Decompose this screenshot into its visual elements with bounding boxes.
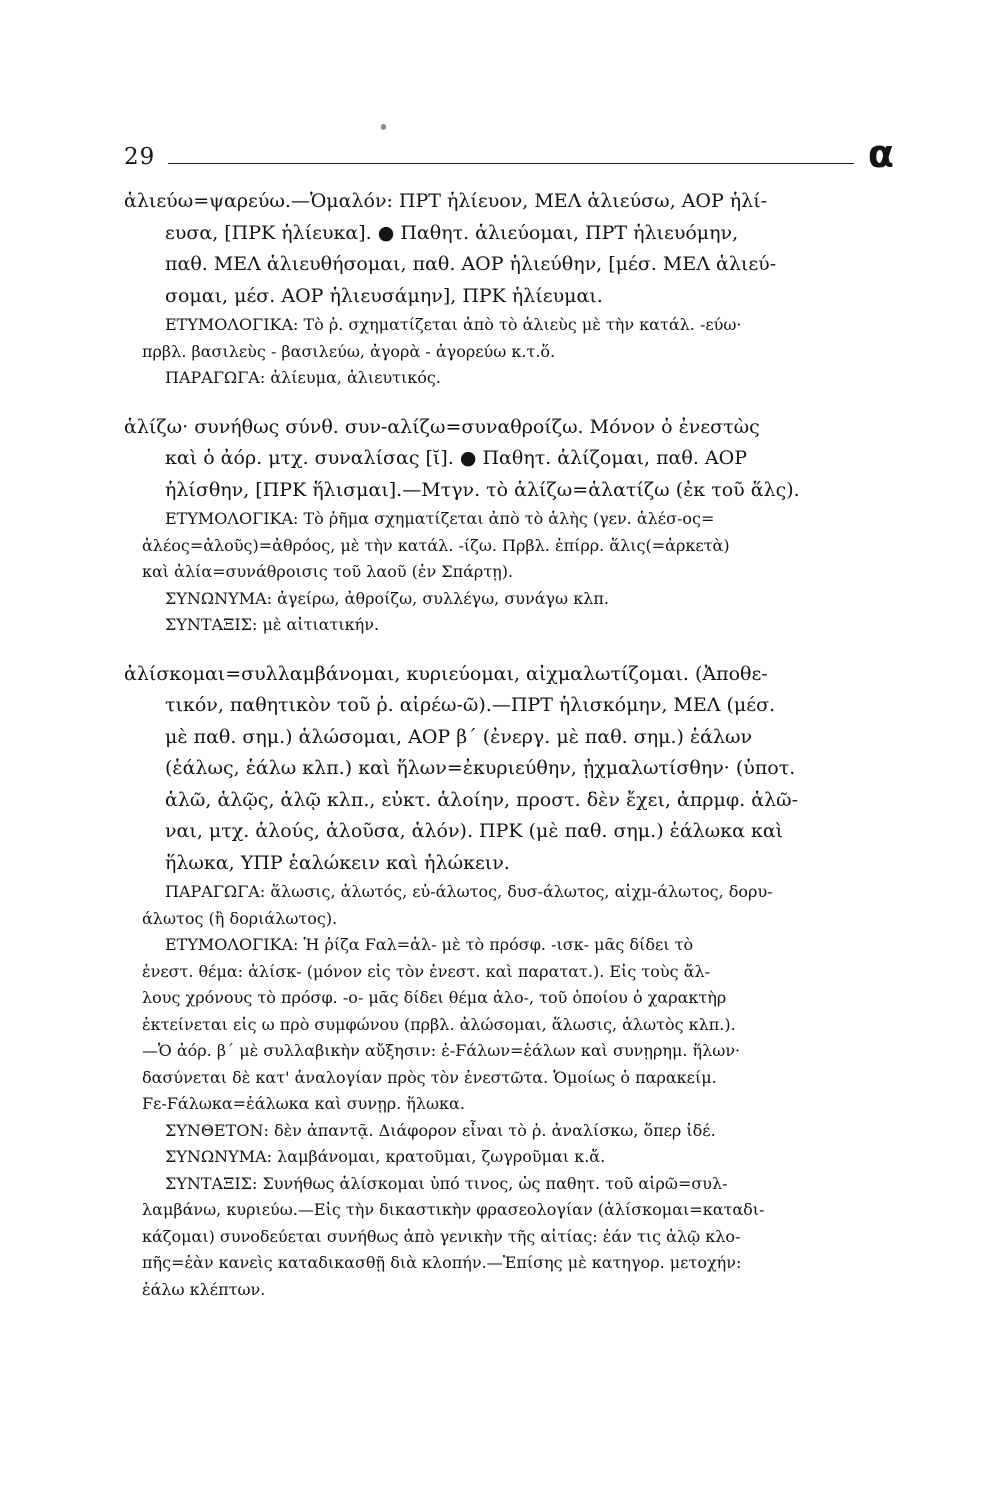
note-line: ἁλέος=ἁλοῦς)=ἀθρόος, μὲ τὴν κατάλ. -ίζω. Πρβλ. ἐπίρρ. ἅλις(=ἀρκετὰ)	[142, 535, 730, 555]
entry-alieuo	[124, 186, 888, 392]
entry-line: ἁλῶ, ἁλῷς, ἁλῷ κλπ., εὐκτ. ἁλοίην, προστ. δὲν ἔχει, ἀπρμφ. ἁλῶ-	[165, 788, 799, 811]
entry-line: μὲ παθ. σημ.) ἁλώσομαι, ΑΟΡ β´ (ἐνεργ. μὲ παθ. σημ.) ἑάλων	[165, 725, 753, 748]
entry-line: ἁλίσκομαι=συλλαμβάνομαι, κυριεύομαι, αἰχμαλωτίζομαι. (Ἀποθε-	[124, 662, 768, 685]
entry-line: ἁλίζω· συνήθως σύνθ. συν-αλίζω=συναθροίζω. Μόνον ὁ ἐνεστὼς	[124, 415, 760, 438]
note-line: άλωτος (ἢ δοριάλωτος).	[142, 908, 338, 928]
note-line: πῆς=ἐὰν κανεὶς καταδικασθῇ διὰ κλοπήν.—Ἐπίσης μὲ κατηγορ. μετοχήν:	[142, 1253, 742, 1272]
note-line: —Ὁ ἀόρ. β´ μὲ συλλαβικὴν αὔξησιν: ἐ-Ϝάλων=ἑάλων καὶ συνῃρημ. ἥλων·	[142, 1041, 741, 1060]
entry-line: ευσα, [ΠΡΚ ἡλίευκα]. ● Παθητ. ἁλιεύομαι, ΠΡΤ ἡλιευόμην,	[165, 221, 739, 244]
entry-line: ἁλιεύω=ψαρεύω.—Ὁμαλόν: ΠΡΤ ἡλίευον, ΜΕΛ ἁλιεύσω, ΑΟΡ ἡλί-	[124, 190, 768, 212]
note-line: ΕΤΥΜΟΛΟΓΙΚΑ: Τὸ ῥῆμα σχηματίζεται ἀπὸ τὸ ἁλὴς (γεν. ἁλέσ-ος=	[165, 509, 715, 528]
note-line: ΣΥΝΘΕΤΟΝ: δὲν ἀπαντᾷ. Διάφορον εἶναι τὸ ῥ. ἀναλίσκω, ὅπερ ἰδέ.	[165, 1120, 716, 1140]
note-line: ΕΤΥΜΟΛΟΓΙΚΑ: Τὸ ῥ. σχηματίζεται ἀπὸ τὸ ἁλιεὺς μὲ τὴν κατάλ. -εύω·	[165, 315, 742, 334]
entry-aliskomai	[124, 659, 888, 1304]
note-line: ΣΥΝΩΝΥΜΑ: λαμβάνομαι, κρατοῦμαι, ζωγροῦμαι κ.ἄ.	[165, 1147, 606, 1166]
entry-line: ἥλωκα, ΥΠΡ ἑαλώκειν καὶ ἡλώκειν.	[165, 851, 510, 874]
note-line: ΣΥΝΤΑΞΙΣ: μὲ αἰτιατικήν.	[165, 615, 380, 634]
note-line: ΠΑΡΑΓΩΓΑ: ἅλωσις, ἁλωτός, εὐ-άλωτος, δυσ-άλωτος, αἰχμ-άλωτος, δορυ-	[165, 882, 773, 901]
note-line: ἐκτείνεται εἰς ω πρὸ συμφώνου (πρβλ. ἁλώσομαι, ἅλωσις, ἁλωτὸς κλπ.).	[142, 1014, 736, 1034]
note-line: Ϝε-Ϝάλωκα=ἑάλωκα καὶ συνῃρ. ἥλωκα.	[142, 1094, 465, 1113]
note-line: ἑάλω κλέπτων.	[142, 1279, 266, 1299]
note-line: πρβλ. βασιλεὺς - βασιλεύω, ἀγορὰ - ἀγορεύω κ.τ.ὅ.	[142, 341, 556, 361]
entry-line: ἡλίσθην, [ΠΡΚ ἥλισμαι].—Μτγν. τὸ ἁλίζω=ἁλατίζω (ἐκ τοῦ ἅλς).	[165, 478, 800, 501]
note-line: λους χρόνους τὸ πρόσφ. -ο- μᾶς δίδει θέμα ἁλο-, τοῦ ὁποίου ὁ χαρακτὴρ	[142, 988, 727, 1007]
note-line: ΕΤΥΜΟΛΟΓΙΚΑ: Ἡ ῥίζα Ϝαλ=ἁλ- μὲ τὸ πρόσφ. -ισκ- μᾶς δίδει τὸ	[165, 935, 694, 954]
note-line: καὶ ἁλία=συνάθροισις τοῦ λαοῦ (ἐν Σπάρτῃ).	[142, 562, 514, 581]
entry-line: ναι, μτχ. ἁλούς, ἁλοῦσα, ἁλόν). ΠΡΚ (μὲ παθ. σημ.) ἑάλωκα καὶ	[165, 820, 784, 842]
entry-line: παθ. ΜΕΛ ἁλιευθήσομαι, παθ. ΑΟΡ ἡλιεύθην, [μέσ. ΜΕΛ ἁλιεύ-	[165, 253, 777, 275]
print-speck	[381, 124, 386, 130]
entry-line: σομαι, μέσ. ΑΟΡ ἡλιευσάμην], ΠΡΚ ἡλίευμαι.	[165, 284, 603, 307]
note-line: ΠΑΡΑΓΩΓΑ: ἁλίευμα, ἁλιευτικός.	[165, 368, 441, 387]
entry-line: (ἑάλως, ἑάλω κλπ.) καὶ ἥλων=ἐκυριεύθην, ᾐχμαλωτίσθην· (ὑποτ.	[165, 757, 796, 779]
entries	[124, 186, 888, 1303]
note-line: δασύνεται δὲ κατ' ἀναλογίαν πρὸς τὸν ἐνεστῶτα. Ὁμοίως ὁ παρακείμ.	[142, 1067, 717, 1087]
entry-line: καὶ ὁ ἀόρ. μτχ. συναλίσας [ῐ]. ● Παθητ. ἁλίζομαι, παθ. ΑΟΡ	[165, 447, 747, 469]
header-rule	[168, 163, 854, 164]
note-line: λαμβάνω, κυριεύω.—Εἰς τὴν δικαστικὴν φρασεολογίαν (ἁλίσκομαι=καταδι-	[142, 1200, 765, 1219]
entry-line: τικόν, παθητικὸν τοῦ ῥ. αἱρέω-ῶ).—ΠΡΤ ἡλισκόμην, ΜΕΛ (μέσ.	[165, 694, 776, 716]
section-letter: α	[867, 132, 894, 176]
entry-alizo	[124, 412, 888, 639]
note-line: ἐνεστ. θέμα: ἁλίσκ- (μόνον εἰς τὸν ἐνεστ. καὶ παρατατ.). Εἰς τοὺς ἄλ-	[142, 961, 710, 981]
note-line: κάζομαι) συνοδεύεται συνήθως ἀπὸ γενικὴν τῆς αἰτίας: ἐάν τις ἁλῷ κλο-	[142, 1226, 741, 1246]
note-line: ΣΥΝΤΑΞΙΣ: Συνήθως ἁλίσκομαι ὑπό τινος, ὡς παθητ. τοῦ αἱρῶ=συλ-	[165, 1173, 728, 1193]
note-line: ΣΥΝΩΝΥΜΑ: ἀγείρω, ἀθροίζω, συλλέγω, συνάγω κλπ.	[165, 588, 609, 608]
page-number: 29	[124, 144, 156, 170]
page-header	[124, 132, 894, 182]
